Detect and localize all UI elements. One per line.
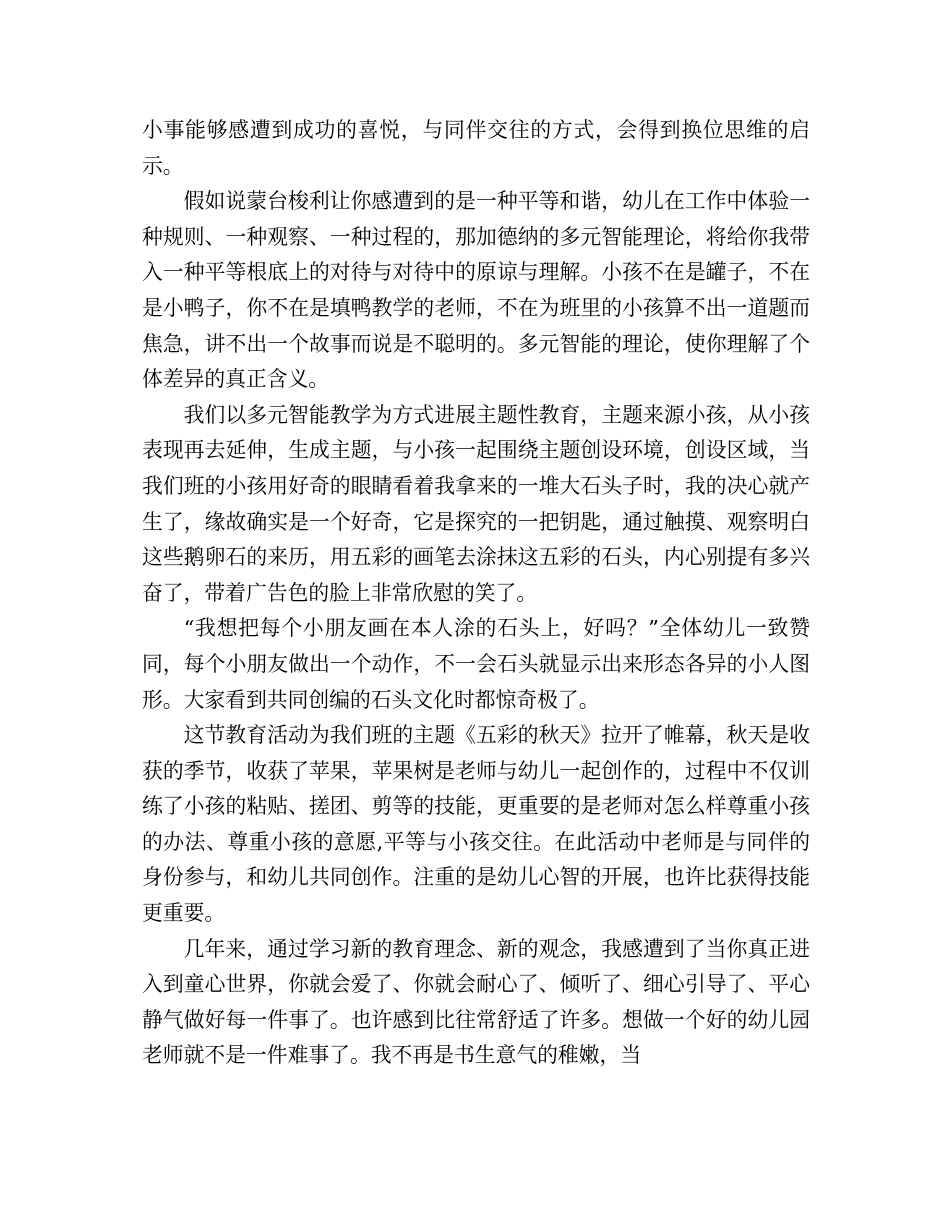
paragraph-reflection: 几年来，通过学习新的教育理念、新的观念，我感遭到了当你真正进入到童心世界，你就会爱了、你就会耐心了、倾听了、细心引导了、平心静气做好每一件事了。也许感到比往常舒适了许多。想做一个好的幼儿园老师就不是一件难事了。我不再是书生意气的稚嫩，当 — [142, 936, 810, 1068]
paragraph-theme-education: 我们以多元智能教学为方式进展主题性教育，主题来源小孩，从小孩表现再去延伸，生成主题，与小孩一起围绕主题创设环境，创设区域，当我们班的小孩用好奇的眼睛看着我拿来的一堆大石头子时，我的决心就产生了，缘故确实是一个好奇，它是探究的一把钥匙，通过触摸、观察明白这些鹅卵石的来历，用五彩的画笔去涂抹这五彩的石头，内心别提有多兴奋了，带着广告色的脸上非常欣慰的笑了。 — [142, 402, 810, 605]
paragraph-continuation: 小事能够感遭到成功的喜悦，与同伴交往的方式，会得到换位思维的启示。 — [142, 118, 810, 178]
document-page — [142, 113, 810, 1074]
paragraph-montessori: 假如说蒙台梭利让你感遭到的是一种平等和谐，幼儿在工作中体验一种规则、一种观察、一种过程的，那加德纳的多元智能理论，将给你我带入一种平等根底上的对待与对待中的原谅与理解。小孩不在是罐子，不在是小鸭子，你不在是填鸭教学的老师，不在为班里的小孩算不出一道题而焦急，讲不出一个故事而说是不聪明的。多元智能的理论，使你理解了个体差异的真正含义。 — [142, 189, 810, 392]
paragraph-stone-drawing: “我想把每个小朋友画在本人涂的石头上，好吗？”全体幼儿一致赞同，每个小朋友做出一个动作，不一会石头就显示出来形态各异的小人图形。大家看到共同创编的石头文化时都惊奇极了。 — [142, 616, 810, 712]
paragraph-colorful-autumn: 这节教育活动为我们班的主题《五彩的秋天》拉开了帷幕，秋天是收获的季节，收获了苹果，苹果树是老师与幼儿一起创作的，过程中不仅训练了小孩的粘贴、搓团、剪等的技能，更重要的是老师对怎么样尊重小孩的办法、尊重小孩的意愿,平等与小孩交往。在此活动中老师是与同伴的身份参与，和幼儿共同创作。注重的是幼儿心智的开展，也许比获得技能更重要。 — [142, 723, 810, 926]
